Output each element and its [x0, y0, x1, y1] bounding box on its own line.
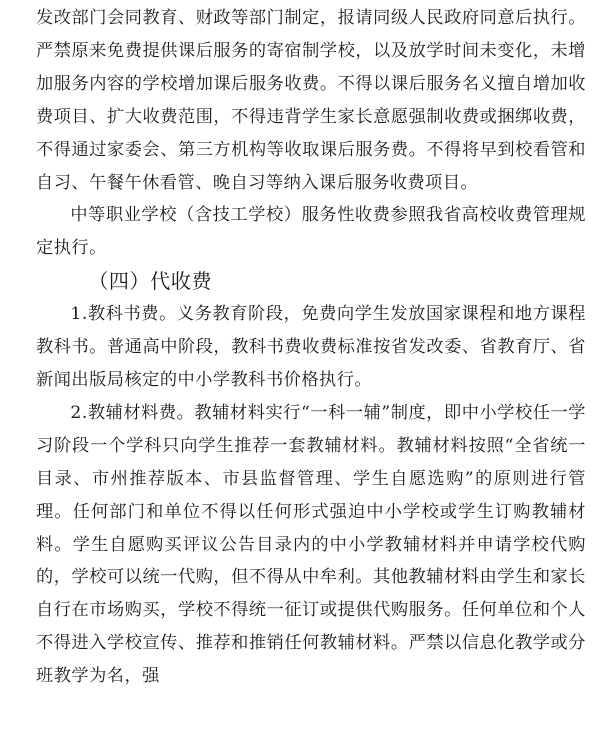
section-heading: （四）代收费 [88, 269, 212, 294]
paragraph-continuation: 发改部门会同教育、财政等部门制定，报请同级人民政府同意后执行。严禁原来免费提供课后服务的寄宿制学校，以及放学时间未变化，未增加服务内容的学校增加课后服务收费。不得以课后服务名义擅自增加收费项目、扩大收费范围，不得违背学生家长意愿强制收费或捆绑收费，不得通过家委会、第三方机构等收取课后服务费。不得将早到校看管和自习、午餐午休看管、晚自习等纳入课后服务收费项目。 [36, 8, 586, 193]
paragraph-supplementary-materials-fee: 2.教辅材料费。教辅材料实行“一科一辅”制度，即中小学校任一学习阶段一个学科只向学生推荐一套教辅材料。教辅材料按照“全省统一目录、市州推荐版本、市县监督管理、学生自愿选购”的原则进行管理。任何部门和单位不得以任何形式强迫中小学校或学生订购教辅材料。学生自愿购买评议公告目录内的中小学教辅材料并申请学校代购的，学校可以统一代购，但不得从中牟利。其他教辅材料由学生和家长自行在市场购买，学校不得统一征订或提供代购服务。任何单位和个人不得进入学校宣传、推荐和推销任何教辅材料。严禁以信息化教学或分班教学为名，强 [36, 402, 586, 687]
paragraph-vocational-schools: 中等职业学校（含技工学校）服务性收费参照我省高校收费管理规定执行。 [36, 205, 586, 259]
paragraph-textbook-fee: 1.教科书费。义务教育阶段，免费向学生发放国家课程和地方课程教科书。普通高中阶段，教科书费收费标准按省发改委、省教育厅、省新闻出版局核定的中小学教科书价格执行。 [36, 304, 586, 390]
